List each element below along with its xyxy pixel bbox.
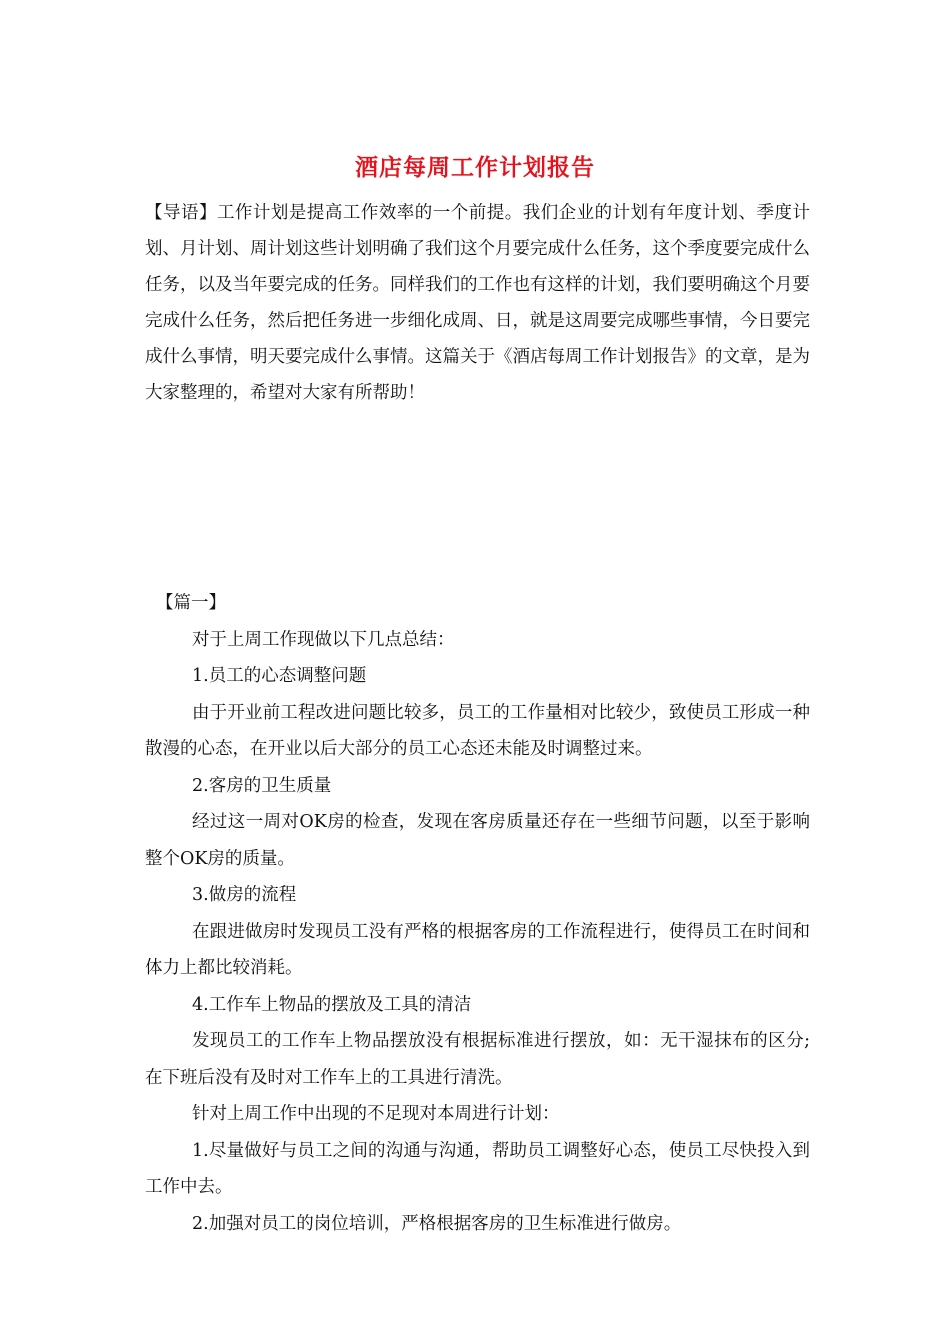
document-title: 酒店每周工作计划报告 — [355, 154, 595, 181]
paragraph-body-4: 发现员工的工作车上物品摆放没有根据标准进行摆放，如：无干湿抹布的区分;在下班后没有及时对工作车上的工具进行清洗。 — [145, 1031, 810, 1088]
paragraph-plan-intro: 针对上周工作中出现的不足现对本周进行计划： — [192, 1104, 560, 1124]
section-label: 【篇一】 — [156, 593, 226, 613]
paragraph-body-3: 在跟进做房时发现员工没有严格的根据客房的工作流程进行，使得员工在时间和体力上都比较消耗。 — [145, 921, 810, 978]
document-body — [145, 585, 810, 1242]
paragraph-plan-1: 1.尽量做好与员工之间的沟通与沟通，帮助员工调整好心态，使员工尽快投入到工作中去。 — [145, 1140, 810, 1197]
intro-paragraph: 【导语】工作计划是提高工作效率的一个前提。我们企业的计划有年度计划、季度计划、月计划、周计划这些计划明确了我们这个月要完成什么任务，这个季度要完成什么任务，以及当年要完成的任务。同样我们的工作也有这样的计划，我们要明确这个月要完成什么任务，然后把任务进一步细化成周、日，就是这周要完成哪些事情，今日要完成什么事情，明天要完成什么事情。这篇关于《酒店每周工作计划报告》的文章，是为大家整理的，希望对大家有所帮助！ — [145, 203, 810, 403]
paragraph-heading-3: 3.做房的流程 — [192, 885, 297, 905]
paragraph-body-2: 经过这一周对OK房的检查，发现在客房质量还存在一些细节问题，以至于影响整个OK房的质量。 — [145, 812, 810, 869]
paragraph-body-1: 由于开业前工程改进问题比较多，员工的工作量相对比较少，致使员工形成一种散漫的心态，在开业以后大部分的员工心态还未能及时调整过来。 — [145, 702, 810, 759]
paragraph-plan-2: 2.加强对员工的岗位培训，严格根据客房的卫生标准进行做房。 — [192, 1213, 682, 1234]
paragraph-heading-4: 4.工作车上物品的摆放及工具的清洁 — [192, 994, 472, 1015]
paragraph-heading-1: 1.员工的心态调整问题 — [192, 666, 367, 686]
paragraph-summary-intro: 对于上周工作现做以下几点总结： — [192, 629, 455, 650]
paragraph-heading-2: 2.客房的卫生质量 — [192, 775, 332, 796]
